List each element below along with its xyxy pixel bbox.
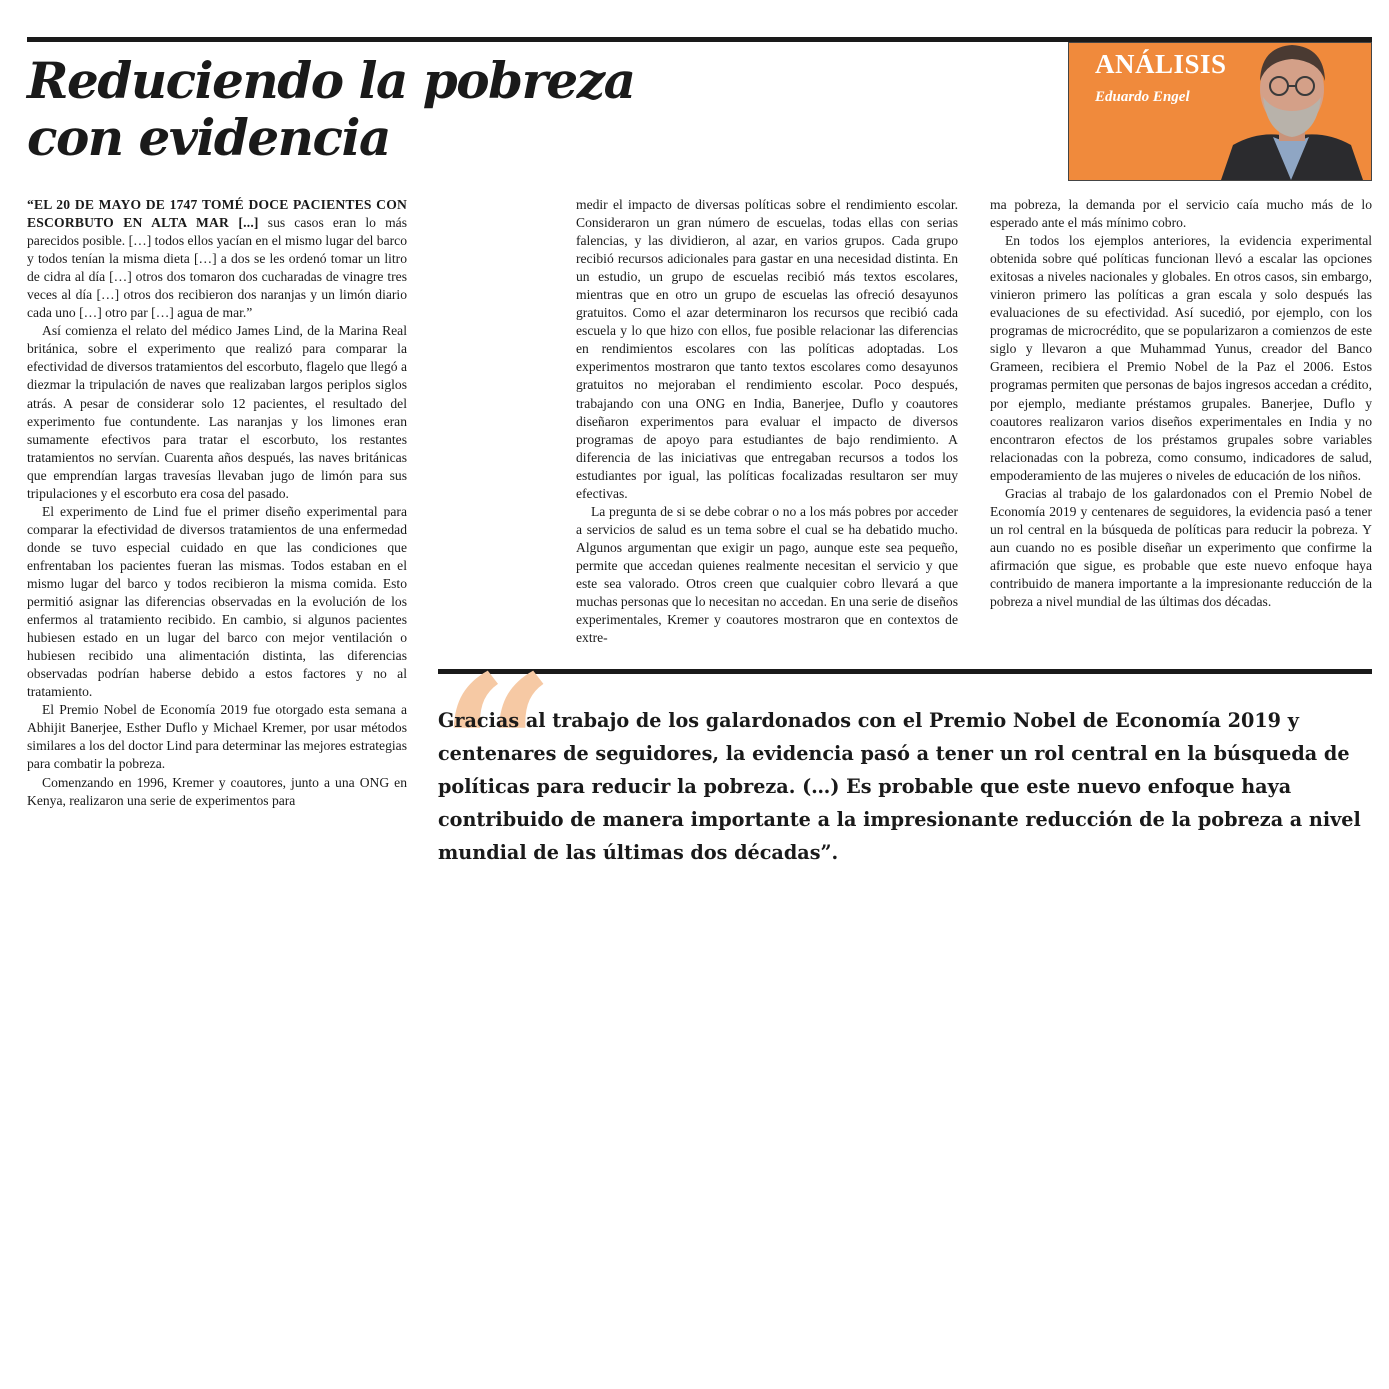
pull-quote: Gracias al trabajo de los galardonados con el Premio Nobel de Economía 2019 y centenares de seguidores, la evidencia pasó a tener un rol central en la búsqueda de políticas para reducir la pobreza. (…) Es probable que este nuevo enfoque haya contribuido de manera importante a la impresionante reducción de la pobreza a nivel mundial de las últimas dos décadas”. — [438, 709, 1361, 864]
paragraph: Gracias al trabajo de los galardonados con el Premio Nobel de Economía 2019 y centenares de seguidores, la evidencia pasó a tener un rol central en la búsqueda de políticas para reducir la pobreza. Y aun cuando no es posible diseñar un experimento que confirme la afirmación que sigue, es probable que este nuevo enfoque haya contribuido de manera importante a la impresionante reducción de la pobreza a nivel mundial de las últimas dos décadas. — [990, 485, 1372, 610]
headline-line-1: Reduciendo la pobreza — [27, 51, 635, 110]
paragraph: medir el impacto de diversas políticas sobre el rendimiento escolar. Consideraron un gran número de escuelas, todas ellas con serias falencias, y las dividieron, al azar, en varios grupos. Cada grupo recibió recursos adicionales para gastar en una necesidad distinta. En un estudio, un grupo de escuelas recibió más textos escolares, mientras que en otro un grupo de escuelas las ofreció desayunos gratuitos. Como el azar determinaron los recursos que recibió cada escuela y lo que hizo con ellos, fue posible relacionar las diferencias en rendimientos escolares con las políticas adoptadas. Los experimentos mostraron que tanto textos escolares como desayunos gratuitos no mejoraban el rendimiento escolar. Poco después, trabajando con una ONG en India, Banerjee, Duflo y coautores diseñaron experimentos para evaluar el impacto de diversos programas de apoyo para estudiantes de bajo rendimiento. A diferencia de las iniciativas que entregaban recursos a todos los estudiantes por igual, las políticas focalizadas resultaron ser muy efectivas. — [576, 197, 958, 501]
section-box — [1068, 42, 1372, 181]
paragraph: El experimento de Lind fue el primer diseño experimental para comparar la efectividad de diversos tratamientos de una enfermedad donde se tuvo especial cuidado en que las condiciones que enfrentaban los pacientes fueran las mismas. Todos estaban en el mismo lugar del barco y todos recibieron la misma comida. Esto permitió asignar las diferencias observadas en la evolución de los enfermos al tratamiento recibido. En cambio, si algunos pacientes hubiesen estado en un lugar del barco con mejor ventilación o hubiesen recibido una alimentación distinta, las diferencias observadas podrían haberse debido a estos factores y no al tratamiento. — [27, 503, 407, 700]
pull-quote-rule — [438, 669, 1372, 674]
lead-in: “EL 20 DE MAYO DE 1747 TOMÉ DOCE PACIENTES CON ESCORBUTO EN ALTA MAR [...] — [27, 197, 407, 231]
quote-mark-icon: “ — [440, 632, 556, 867]
section-label: ANÁLISIS — [1095, 49, 1227, 79]
article-headline — [27, 52, 1027, 166]
paragraph: ma pobreza, la demanda por el servicio caía mucho más de lo esperado ante el más mínimo cobro. — [990, 197, 1372, 231]
paragraph — [27, 196, 407, 322]
author-name: Eduardo Engel — [1095, 89, 1190, 105]
paragraph: El Premio Nobel de Economía 2019 fue otorgado esta semana a Abhijit Banerjee, Esther Duflo y Michael Kremer, por usar métodos similares a los del doctor Lind para determinar las mejores estrategias para combatir la pobreza. — [27, 702, 407, 772]
article-column-2 — [576, 196, 958, 647]
paragraph: Comenzando en 1996, Kremer y coautores, junto a una ONG en Kenya, realizaron una serie de experimentos para — [27, 774, 407, 808]
paragraph: Así comienza el relato del médico James Lind, de la Marina Real británica, sobre el experimento que realizó para comparar la efectividad de diversos tratamientos del escorbuto, flagelo que llegó a diezmar la tripulación de naves que realizaban largos periplos siglos atrás. A pesar de considerar solo 12 pacientes, el resultado del experimento fue contundente. Las naranjas y los limones eran sumamente efectivos para tratar el escorbuto, los restantes tratamientos no servían. Cuarenta años después, las naves británicas que emprendían largas travesías llevaban jugo de limón para sus tripulaciones y el escorbuto era cosa del pasado. — [27, 323, 407, 501]
article-column-1 — [27, 196, 407, 810]
headline-line-2: con evidencia — [27, 108, 390, 167]
article-column-3 — [990, 196, 1372, 611]
paragraph: La pregunta de si se debe cobrar o no a los más pobres por acceder a servicios de salud es un tema sobre el cual se ha debatido mucho. Algunos argumentan que exigir un pago, aunque este sea pequeño, permite que accedan quienes realmente necesitan el servicio y que este sea valorado. Otros creen que cualquier cobro llevará a que muchas personas que lo necesitan no accedan. En una serie de diseños experimentales, Kremer y coautores mostraron que en contextos de extre- — [576, 503, 958, 646]
author-portrait — [1211, 42, 1371, 180]
paragraph-text: sus casos eran lo más parecidos posible. […] todos ellos yacían en el mismo lugar del barco y todos tenían la misma dieta […] a dos se les ordenó tomar un litro de cidra al día […] otros dos tomaron dos cucharadas de vinagre tres veces al día […] otros dos recibieron dos naranjas y un limón diario cada uno […] otro par […] agua de mar.” — [27, 215, 407, 321]
paragraph: En todos los ejemplos anteriores, la evidencia experimental obtenida sobre qué políticas funcionan llevó a escalar las opciones exitosas a niveles nacionales y globales. En otros casos, sin embargo, vinieron primero las políticas a gran escala y solo después las evaluaciones de su efectividad. Así sucedió, por ejemplo, con los programas de microcrédito, que se popularizaron a comienzos de este siglo y llevaron a que Muhammad Yunus, creador del Banco Grameen, recibiera el Premio Nobel de la Paz el 2006. Estos programas permiten que personas de bajos ingresos accedan a crédito, por ejemplo, mediante préstamos grupales. Banerjee, Duflo y coautores realizaron varios diseños experimentales en India y no encontraron efectos de los préstamos grupales sobre variables relacionadas con la pobreza, como consumo, indicadores de salud, empoderamiento de las mujeres o niveles de educación de los niños. — [990, 233, 1372, 483]
